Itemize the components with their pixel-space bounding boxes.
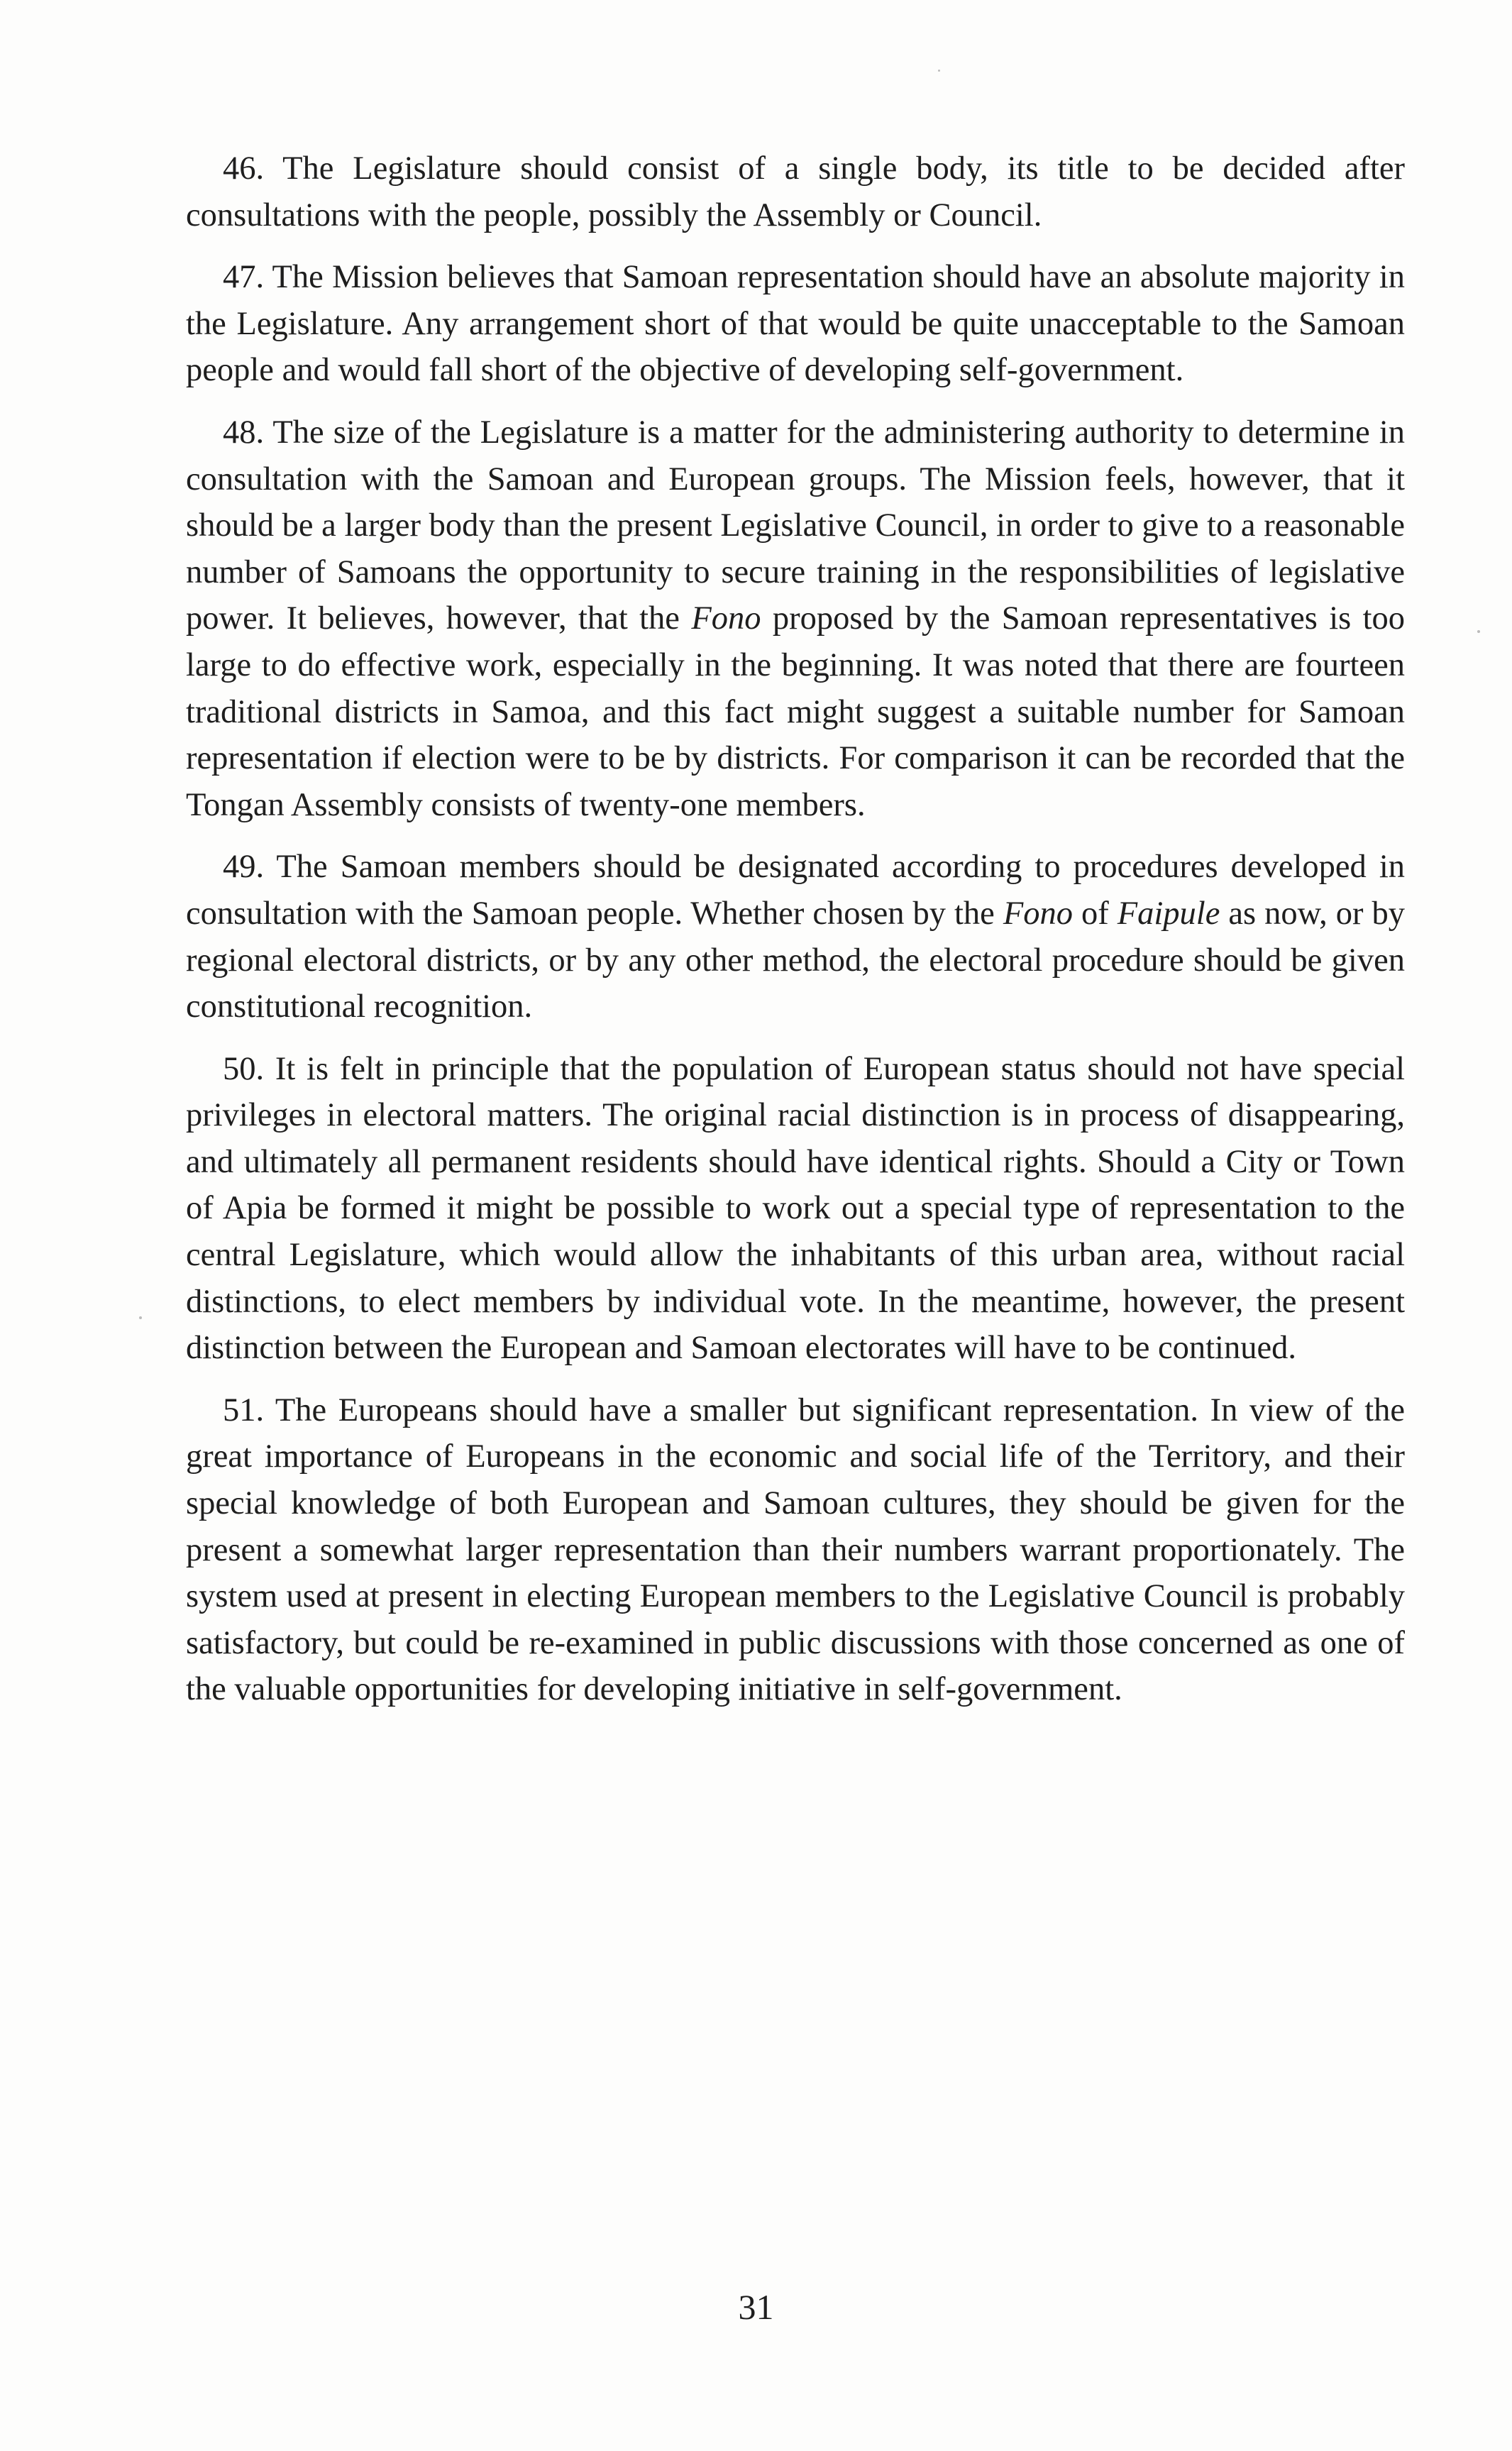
paragraph-number: 47.: [223, 259, 265, 296]
paragraph-number: 51.: [223, 1392, 265, 1428]
paragraph-number: 48.: [223, 414, 265, 451]
scan-speck: [139, 1316, 142, 1319]
paragraph-47: [186, 254, 1405, 394]
paragraph-text: The Legislature should consist of a single body, its title to be decided after consultations with the people, possibly the Assembly or Council.: [186, 150, 1405, 233]
paragraph-48: [186, 409, 1405, 828]
paragraph-text: It is felt in principle that the population of European status should not have special privileges in electoral matters. The original racial distinction is in process of disappearing, and ultimately all permanent residents should have identical rights. Should a City or Town of Apia be formed it might be possible to work out a special type of representation to the central Legislature, which would allow the inhabitants of this urban area, without racial distinctions, to elect members by individual vote. In the meantime, however, the present distinction between the European and Samoan electorates will have to be continued.: [186, 1050, 1405, 1367]
paragraph-text: The size of the Legislature is a matter for the administering authority to determine in consultation with the Samoan and European groups. The Mission feels, however, that it should be a larger body than the present Legislative Council, in order to give to a reasonable number of Samoans the opportunity to secure training in the responsibilities of legislative power. It believes, however, that the: [186, 414, 1405, 637]
body-text: [186, 145, 1405, 1729]
paragraph-number: 50.: [223, 1050, 265, 1087]
paragraph-50: [186, 1046, 1405, 1372]
paragraph-text: The Mission believes that Samoan representation should have an absolute majority in the Legislature. Any arrangement short of that would be quite unacceptable to the Samoan people and would fall short of the objective of developing self-government.: [186, 259, 1405, 389]
paragraph-text: of: [1081, 895, 1109, 932]
scan-speck: [1477, 630, 1480, 633]
paragraph-number: 49.: [223, 849, 265, 886]
paragraph-51: [186, 1387, 1405, 1713]
paragraph-49: [186, 844, 1405, 1030]
page-number: 31: [738, 2287, 774, 2327]
paragraph-text: The Europeans should have a smaller but significant representation. In view of the great importance of Europeans in the economic and social life of the Territory, and their special knowledge of both European and Samoan cultures, they should be given for the present a somewhat larger representation than their numbers warrant proportionately. The system used at present in electing European members to the Legislative Council is probably satisfactory, but could be re-examined in public discussions with those concerned as one of the valuable opportunities for developing initiative in self-government.: [186, 1392, 1405, 1708]
paragraph-46: [186, 145, 1405, 238]
paragraph-number: 46.: [223, 150, 265, 187]
paragraph-text: as now, or by regional electoral districts, or by any other method, the electoral procedure should be given constitutional recognition.: [186, 895, 1406, 1025]
italic-term-fono: Fono: [1003, 895, 1073, 932]
italic-term-fono: Fono: [691, 600, 761, 637]
italic-term-faipule: Faipule: [1117, 895, 1220, 932]
paragraph-text: The Samoan members should be designated according to procedures developed in consultation with the Samoan people. Whether chosen by the: [186, 849, 1406, 932]
scan-speck: [938, 70, 940, 72]
paragraph-text: proposed by the Samoan representatives is too large to do effective work, especially in the beginning. It was noted that there are fourteen traditional districts in Samoa, and this fact might suggest a suitable number for Samoan representation if election were to be by districts. For comparison it can be recorded that the Tongan Assembly consists of twenty-one members.: [186, 600, 1406, 823]
